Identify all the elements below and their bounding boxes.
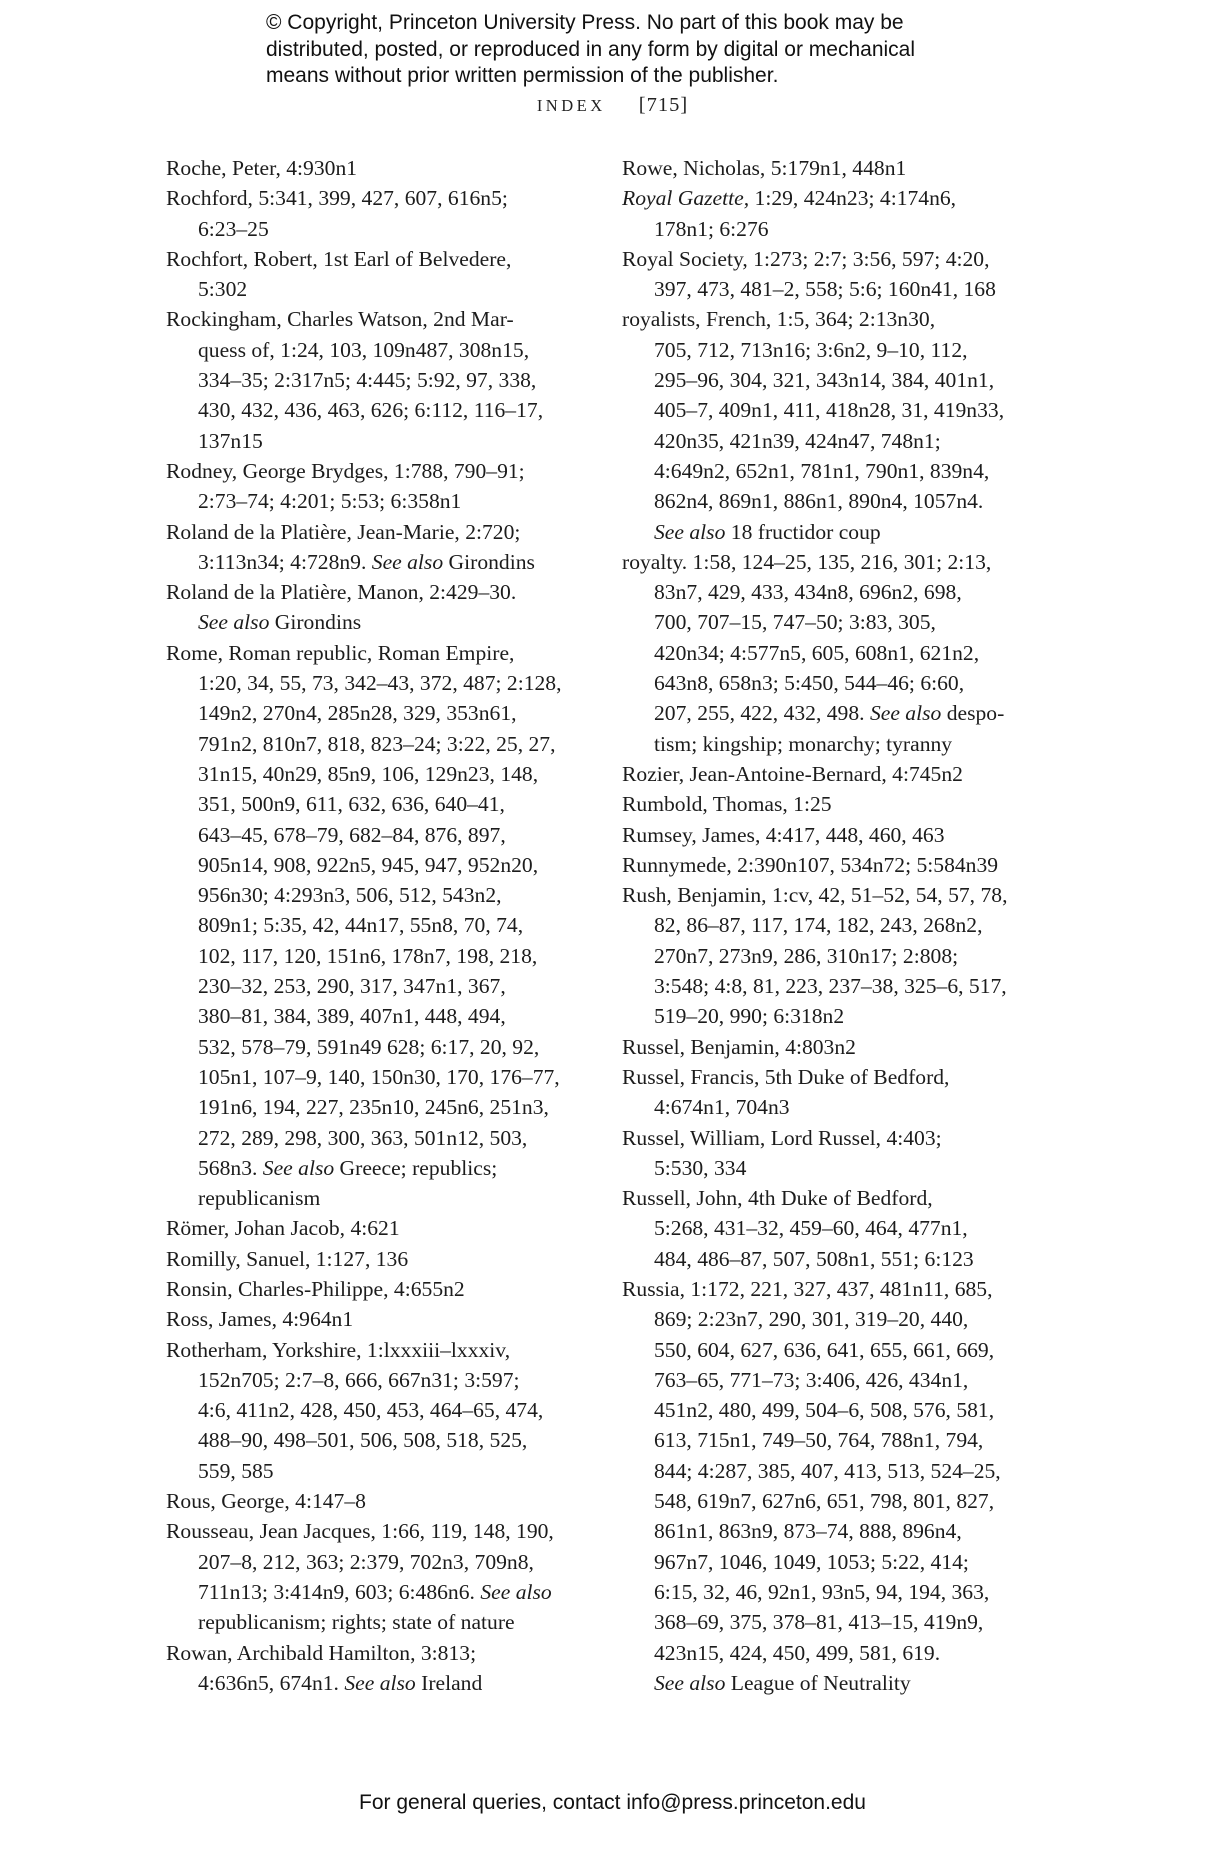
index-entry-line: quess of, 1:24, 103, 109n487, 308n15, (198, 337, 530, 362)
index-entry (166, 1213, 586, 1243)
index-entry (166, 153, 586, 183)
index-entry-line: tism; kingship; monarchy; tyranny (654, 731, 953, 756)
index-entry-line: 397, 473, 481–2, 558; 5:6; 160n41, 168 (654, 277, 996, 302)
index-entry-line: See also League of Neutrality (654, 1670, 911, 1695)
index-entry-line: Rousseau, Jean Jacques, 1:66, 119, 148, 190, (166, 1519, 554, 1544)
index-entry-line: Rodney, George Brydges, 1:788, 790–91; (166, 458, 525, 483)
index-entry (622, 759, 1042, 789)
index-entry-line: Ross, James, 4:964n1 (166, 1307, 354, 1332)
index-entry-line: 568n3. See also Greece; republics; (198, 1155, 498, 1180)
index-entry-line: 5:530, 334 (654, 1155, 747, 1180)
index-entry-line: 4:636n5, 674n1. See also Ireland (198, 1670, 483, 1695)
index-entry-line: 368–69, 375, 378–81, 413–15, 419n9, (654, 1610, 984, 1635)
index-entry (166, 304, 586, 455)
index-entry-line: Römer, Johan Jacob, 4:621 (166, 1216, 400, 1241)
index-entry-line: 270n7, 273n9, 286, 310n17; 2:808; (654, 943, 959, 968)
index-entry-line: Rotherham, Yorkshire, 1:lxxxiii–lxxxiv, (166, 1337, 511, 1362)
index-entry (166, 1274, 586, 1304)
index-entry-line: 105n1, 107–9, 140, 150n30, 170, 176–77, (198, 1064, 560, 1089)
index-entry-line: 711n13; 3:414n9, 603; 6:486n6. See also (198, 1579, 552, 1604)
index-entry-line: 559, 585 (198, 1458, 274, 1483)
index-entry (166, 1335, 586, 1486)
index-entry-line: royalty. 1:58, 124–25, 135, 216, 301; 2:13, (622, 549, 992, 574)
index-entry-line: 149n2, 270n4, 285n28, 329, 353n61, (198, 701, 517, 726)
index-entry (622, 244, 1042, 305)
index-entry-line: Rowan, Archibald Hamilton, 3:813; (166, 1640, 477, 1665)
index-entry-line: Rowe, Nicholas, 5:179n1, 448n1 (622, 156, 907, 180)
index-entry-line: 519–20, 990; 6:318n2 (654, 1004, 845, 1029)
index-entry-line: 4:649n2, 652n1, 781n1, 790n1, 839n4, (654, 458, 990, 483)
copyright-line: means without prior written permission of the publisher. (266, 64, 779, 87)
index-entry-line: Royal Gazette, 1:29, 424n23; 4:174n6, (622, 186, 957, 211)
index-entry-line: 430, 432, 436, 463, 626; 6:112, 116–17, (198, 398, 544, 423)
index-entry (622, 183, 1042, 244)
index-entry (166, 1516, 586, 1637)
index-entry (622, 850, 1042, 880)
index-entry-line: Rumbold, Thomas, 1:25 (622, 792, 832, 817)
copyright-line: © Copyright, Princeton University Press. No part of this book may be (266, 11, 904, 34)
index-entry-line: 3:113n34; 4:728n9. See also Girondins (198, 549, 535, 574)
index-entry (166, 577, 586, 638)
index-entry-line: 351, 500n9, 611, 632, 636, 640–41, (198, 792, 505, 817)
index-entry-line: 3:548; 4:8, 81, 223, 237–38, 325–6, 517, (654, 974, 1007, 999)
index-entry-line: 295–96, 304, 321, 343n14, 384, 401n1, (654, 368, 995, 393)
index-entry (166, 183, 586, 244)
index-entry-line: 905n14, 908, 922n5, 945, 947, 952n20, (198, 852, 539, 877)
index-entry-line: 137n15 (198, 428, 263, 453)
section-label: INDEX (536, 96, 606, 115)
index-entry-line: 420n34; 4:577n5, 605, 608n1, 621n2, (654, 640, 980, 665)
index-entry-line: 700, 707–15, 747–50; 3:83, 305, (654, 610, 936, 635)
index-entry-line: Rockingham, Charles Watson, 2nd Mar- (166, 307, 514, 332)
index-entry (622, 1183, 1042, 1274)
index-entry-line: 809n1; 5:35, 42, 44n17, 55n8, 70, 74, (198, 913, 524, 938)
index-entry-line: 763–65, 771–73; 3:406, 426, 434n1, (654, 1367, 969, 1392)
index-entry (166, 1486, 586, 1516)
index-entry-line: Rome, Roman republic, Roman Empire, (166, 640, 515, 665)
index-entry-line: 420n35, 421n39, 424n47, 748n1; (654, 428, 941, 453)
index-entry (166, 1638, 586, 1699)
index-entry-line: 532, 578–79, 591n49 628; 6:17, 20, 92, (198, 1034, 540, 1059)
index-entry-line: Rochfort, Robert, 1st Earl of Belvedere, (166, 246, 512, 271)
index-entry-line: 5:268, 431–32, 459–60, 464, 477n1, (654, 1216, 968, 1241)
index-entry-line: 613, 715n1, 749–50, 764, 788n1, 794, (654, 1428, 984, 1453)
index-column-left (166, 153, 586, 1698)
index-entry-line: Rumsey, James, 4:417, 448, 460, 463 (622, 822, 945, 847)
index-entry (166, 638, 586, 1214)
index-entry-line: See also 18 fructidor coup (654, 519, 881, 544)
copyright-notice (266, 10, 1026, 90)
index-entry (166, 456, 586, 517)
index-entry-line: 334–35; 2:317n5; 4:445; 5:92, 97, 338, (198, 368, 537, 393)
index-entry-line: 207–8, 212, 363; 2:379, 702n3, 709n8, (198, 1549, 534, 1574)
index-entry-line: Rush, Benjamin, 1:cv, 42, 51–52, 54, 57, 78, (622, 883, 1008, 908)
index-entry-line: republicanism (198, 1186, 321, 1211)
index-entry-line: 152n705; 2:7–8, 666, 667n31; 3:597; (198, 1367, 520, 1392)
index-entry-line: Rous, George, 4:147–8 (166, 1489, 366, 1514)
index-entry-line: 705, 712, 713n16; 3:6n2, 9–10, 112, (654, 337, 968, 362)
index-entry-line: 31n15, 40n29, 85n9, 106, 129n23, 148, (198, 761, 539, 786)
index-entry-line: 869; 2:23n7, 290, 301, 319–20, 440, (654, 1307, 969, 1332)
index-entry-line: 82, 86–87, 117, 174, 182, 243, 268n2, (654, 913, 983, 938)
index-entry-line: Roche, Peter, 4:930n1 (166, 156, 358, 180)
index-entry-line: 83n7, 429, 433, 434n8, 696n2, 698, (654, 580, 962, 605)
footer-contact: For general queries, contact info@press.princeton.edu (359, 1791, 866, 1814)
index-entry-line: 791n2, 810n7, 818, 823–24; 3:22, 25, 27, (198, 731, 556, 756)
index-entry-line: 4:6, 411n2, 428, 450, 453, 464–65, 474, (198, 1398, 544, 1423)
index-entry-line: 178n1; 6:276 (654, 216, 769, 241)
index-entry-line: Russel, William, Lord Russel, 4:403; (622, 1125, 942, 1150)
index-entry (166, 517, 586, 578)
index-entry-line: 548, 619n7, 627n6, 651, 798, 801, 827, (654, 1489, 995, 1514)
index-entry (622, 1032, 1042, 1062)
index-entry-line: Russia, 1:172, 221, 327, 437, 481n11, 685, (622, 1276, 993, 1301)
index-entry-line: 862n4, 869n1, 886n1, 890n4, 1057n4. (654, 489, 984, 514)
index-entry (622, 1274, 1042, 1698)
index-entry (622, 789, 1042, 819)
index-entry (622, 820, 1042, 850)
index-entry (622, 1123, 1042, 1184)
index-entry-line: 967n7, 1046, 1049, 1053; 5:22, 414; (654, 1549, 969, 1574)
index-entry (622, 880, 1042, 1031)
index-entry (622, 153, 1042, 183)
index-entry-line: Rochford, 5:341, 399, 427, 607, 616n5; (166, 186, 508, 211)
index-entry (622, 547, 1042, 759)
index-entry-line: Ronsin, Charles-Philippe, 4:655n2 (166, 1276, 465, 1301)
index-entry-line: 102, 117, 120, 151n6, 178n7, 198, 218, (198, 943, 538, 968)
index-entry-line: 861n1, 863n9, 873–74, 888, 896n4, (654, 1519, 962, 1544)
index-entry-line: 956n30; 4:293n3, 506, 512, 543n2, (198, 883, 502, 908)
index-entry-line: 207, 255, 422, 432, 498. See also despo- (654, 701, 1005, 726)
index-entry-line: 1:20, 34, 55, 73, 342–43, 372, 487; 2:128, (198, 671, 562, 696)
index-entry-line: 488–90, 498–501, 506, 508, 518, 525, (198, 1428, 528, 1453)
index-entry-line: 272, 289, 298, 300, 363, 501n12, 503, (198, 1125, 528, 1150)
index-entry-line: 380–81, 384, 389, 407n1, 448, 494, (198, 1004, 506, 1029)
index-entry-line: Royal Society, 1:273; 2:7; 3:56, 597; 4:20, (622, 246, 990, 271)
index-entry (622, 1062, 1042, 1123)
index-entry-line: republicanism; rights; state of nature (198, 1610, 515, 1635)
index-entry-line: 2:73–74; 4:201; 5:53; 6:358n1 (198, 489, 462, 514)
index-column-right (622, 153, 1042, 1698)
index-entry-line: Roland de la Platière, Jean-Marie, 2:720; (166, 519, 521, 544)
index-entry-line: Runnymede, 2:390n107, 534n72; 5:584n39 (622, 852, 999, 877)
index-entry-line: Roland de la Platière, Manon, 2:429–30. (166, 580, 517, 605)
index-entry-line: Russell, John, 4th Duke of Bedford, (622, 1186, 933, 1211)
index-entry (622, 304, 1042, 546)
index-entry-line: Rozier, Jean-Antoine-Bernard, 4:745n2 (622, 761, 963, 786)
index-entry-line: 484, 486–87, 507, 508n1, 551; 6:123 (654, 1246, 974, 1271)
index-entry-line: 550, 604, 627, 636, 641, 655, 661, 669, (654, 1337, 995, 1362)
running-head (0, 94, 1225, 117)
index-entry-line: 230–32, 253, 290, 317, 347n1, 367, (198, 974, 506, 999)
index-entry-line: See also Girondins (198, 610, 362, 635)
index-entry-line: 4:674n1, 704n3 (654, 1095, 790, 1120)
copyright-line: distributed, posted, or reproduced in any form by digital or mechanical (266, 37, 916, 61)
index-entry-line: 844; 4:287, 385, 407, 413, 513, 524–25, (654, 1458, 1001, 1483)
index-entry-line: Russel, Francis, 5th Duke of Bedford, (622, 1064, 950, 1089)
index-entry-line: 423n15, 424, 450, 499, 581, 619. (654, 1640, 941, 1665)
index-entry-line: 643–45, 678–79, 682–84, 876, 897, (198, 822, 506, 847)
index-entry (166, 1304, 586, 1334)
index-entry-line: 405–7, 409n1, 411, 418n28, 31, 419n33, (654, 398, 1005, 423)
index-entry-line: royalists, French, 1:5, 364; 2:13n30, (622, 307, 936, 332)
index-entry-line: 5:302 (198, 277, 248, 302)
index-entry (166, 244, 586, 305)
index-entry-line: Russel, Benjamin, 4:803n2 (622, 1034, 856, 1059)
index-entry-line: Romilly, Sanuel, 1:127, 136 (166, 1246, 409, 1271)
index-entry-line: 451n2, 480, 499, 504–6, 508, 576, 581, (654, 1398, 995, 1423)
index-entry-line: 6:23–25 (198, 216, 269, 241)
index-entry-line: 643n8, 658n3; 5:450, 544–46; 6:60, (654, 671, 965, 696)
index-entry-line: 6:15, 32, 46, 92n1, 93n5, 94, 194, 363, (654, 1579, 990, 1604)
index-entry-line: 191n6, 194, 227, 235n10, 245n6, 251n3, (198, 1095, 549, 1120)
index-entry (166, 1244, 586, 1274)
page-number: [715] (638, 94, 689, 116)
